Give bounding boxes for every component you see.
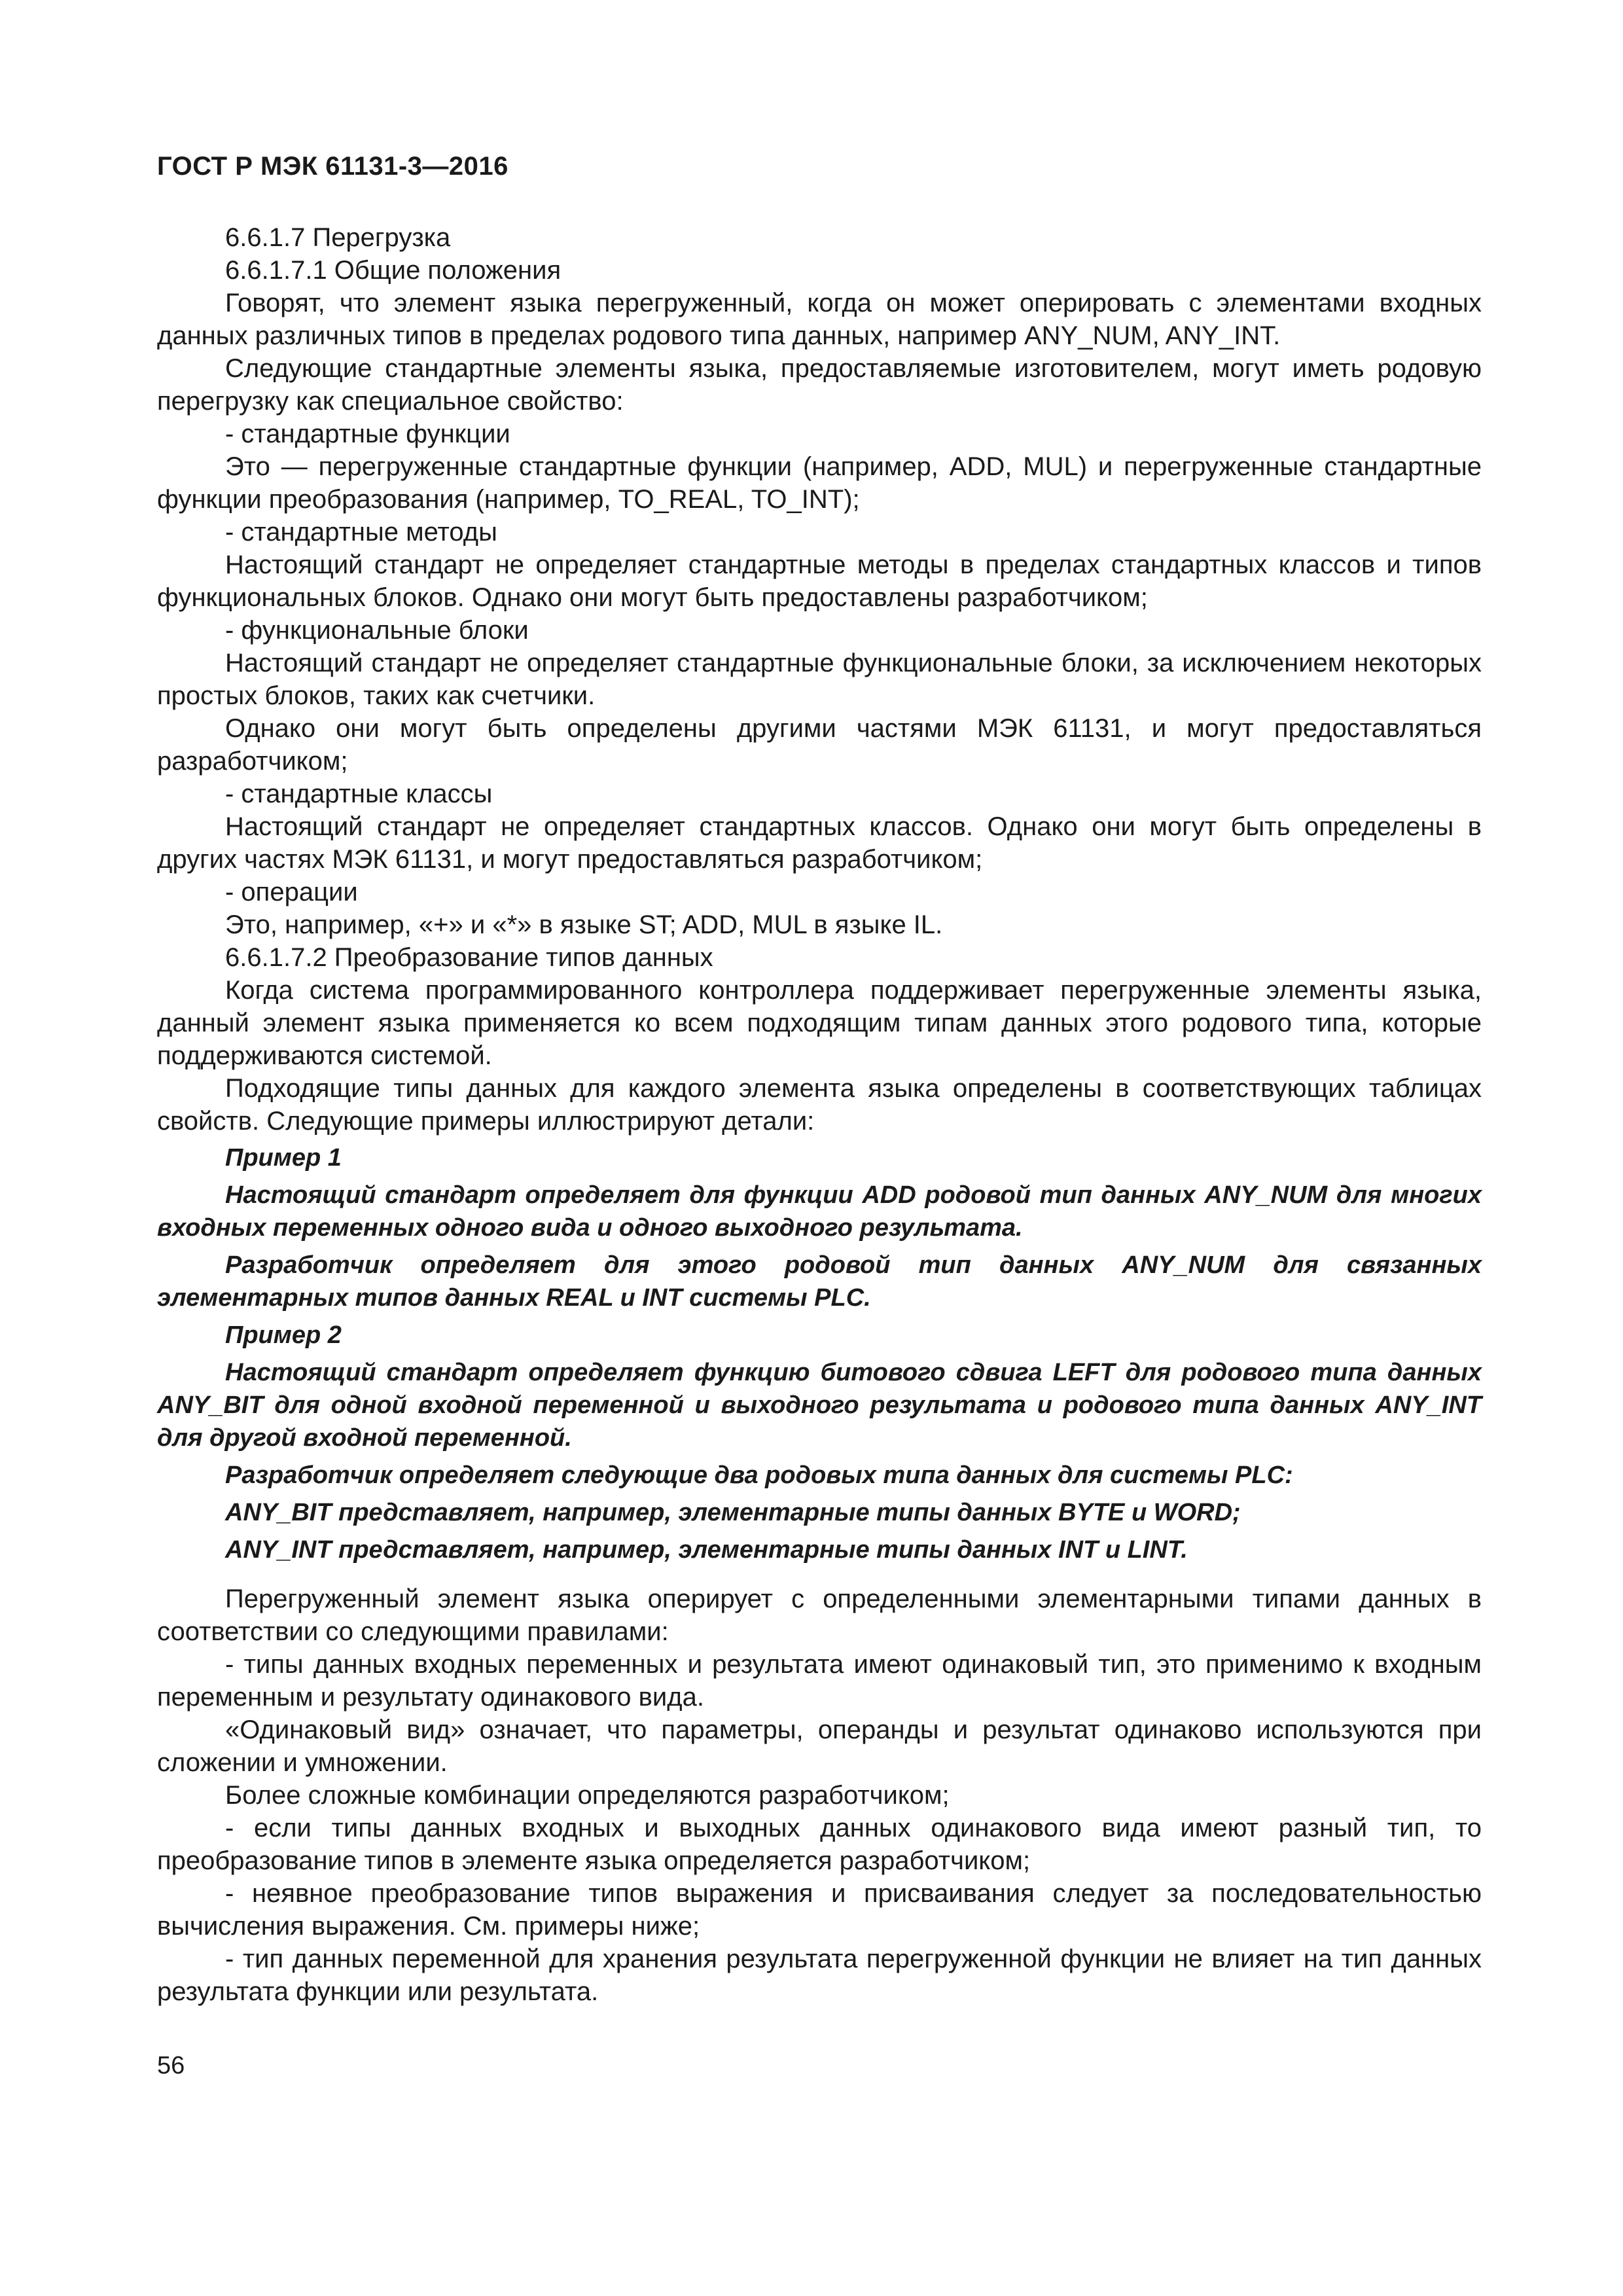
paragraph: Следующие стандартные элементы языка, предоставляемые изготовителем, могут иметь родовую перегрузку как специальное свойство: [157,354,1482,416]
paragraph: Подходящие типы данных для каждого элемента языка определены в соответствующих таблицах свойств. Следующие примеры иллюстрируют детали: [157,1074,1482,1136]
list-item: - стандартные методы [225,518,497,547]
example-title: Пример 2 [225,1321,342,1349]
page-number: 56 [157,2052,185,2079]
paragraph: Настоящий стандарт не определяет стандартные методы в пределах стандартных классов и типов функциональных блоков. Однако они могут быть предоставлены разработчиком; [157,550,1482,612]
paragraph: - неявное преобразование типов выражения и присваивания следует за последовательностью вычисления выражения. См. примеры ниже; [157,1879,1482,1941]
list-item: - стандартные классы [225,780,493,808]
paragraph: Однако они могут быть определены другими частями МЭК 61131, и могут предоставляться разработчиком; [157,714,1482,776]
spacer [157,1571,1482,1583]
example-text: Разработчик определяет следующие два родовых типа данных для системы PLC: [225,1462,1293,1489]
section-heading: 6.6.1.7.2 Преобразование типов данных [225,943,713,972]
paragraph: Когда система программированного контроллера поддерживает перегруженные элементы языка, данный элемент языка применяется ко всем подходящим типам данных этого родового типа, которые поддерживаются системой. [157,976,1482,1070]
example-text: Настоящий стандарт определяет для функции ADD родовой тип данных ANY_NUM для многих входных переменных одного вида и одного выходного результата. [157,1181,1482,1242]
document-header: ГОСТ Р МЭК 61131-3—2016 [157,152,508,181]
paragraph: - если типы данных входных и выходных данных одинакового вида имеют разный тип, то преобразование типов в элементе языка определяется разработчиком; [157,1814,1482,1875]
page-body [157,221,1482,2008]
paragraph: Настоящий стандарт не определяет стандартных классов. Однако они могут быть определены в других частях МЭК 61131, и могут предоставляться разработчиком; [157,812,1482,874]
example-text: Разработчик определяет для этого родовой тип данных ANY_NUM для связанных элементарных типов данных REAL и INT системы PLC. [157,1251,1482,1312]
paragraph: «Одинаковый вид» означает, что параметры, операнды и результат одинаково используются при сложении и умножении. [157,1715,1482,1777]
paragraph: Говорят, что элемент языка перегруженный, когда он может оперировать с элементами входных данных различных типов в пределах родового типа данных, например ANY_NUM, ANY_INT. [157,289,1482,350]
paragraph: - типы данных входных переменных и результата имеют одинаковый тип, это применимо к входным переменным и результату одинакового вида. [157,1650,1482,1712]
list-item: - операции [225,878,358,906]
section-heading: 6.6.1.7.1 Общие положения [225,256,562,285]
example-text: ANY_INT представляет, например, элементарные типы данных INT и LINT. [225,1536,1188,1564]
section-heading: 6.6.1.7 Перегрузка [225,223,451,252]
paragraph: Это — перегруженные стандартные функции (например, ADD, MUL) и перегруженные стандартные функции преобразования (например, TO_REAL, TO_INT); [157,452,1482,514]
paragraph: - тип данных переменной для хранения результата перегруженной функции не влияет на тип данных результата функции или результата. [157,1945,1482,2006]
paragraph: Перегруженный элемент языка оперирует с определенными элементарными типами данных в соответствии со следующими правилами: [157,1585,1482,1646]
list-item: - стандартные функции [225,420,510,448]
example-title: Пример 1 [225,1144,342,1172]
list-item: - функциональные блоки [225,616,529,645]
example-text: Настоящий стандарт определяет функцию битового сдвига LEFT для родового типа данных ANY_BIT для одной входной переменной и выходного результата и родового типа данных ANY_INT для другой входной переменной. [157,1359,1482,1452]
paragraph: Настоящий стандарт не определяет стандартные функциональные блоки, за исключением некоторых простых блоков, таких как счетчики. [157,649,1482,710]
paragraph: Более сложные комбинации определяются разработчиком; [225,1781,950,1810]
paragraph: Это, например, «+» и «*» в языке ST; ADD, MUL в языке IL. [225,910,943,939]
example-text: ANY_BIT представляет, например, элементарные типы данных BYTE и WORD; [225,1499,1241,1526]
